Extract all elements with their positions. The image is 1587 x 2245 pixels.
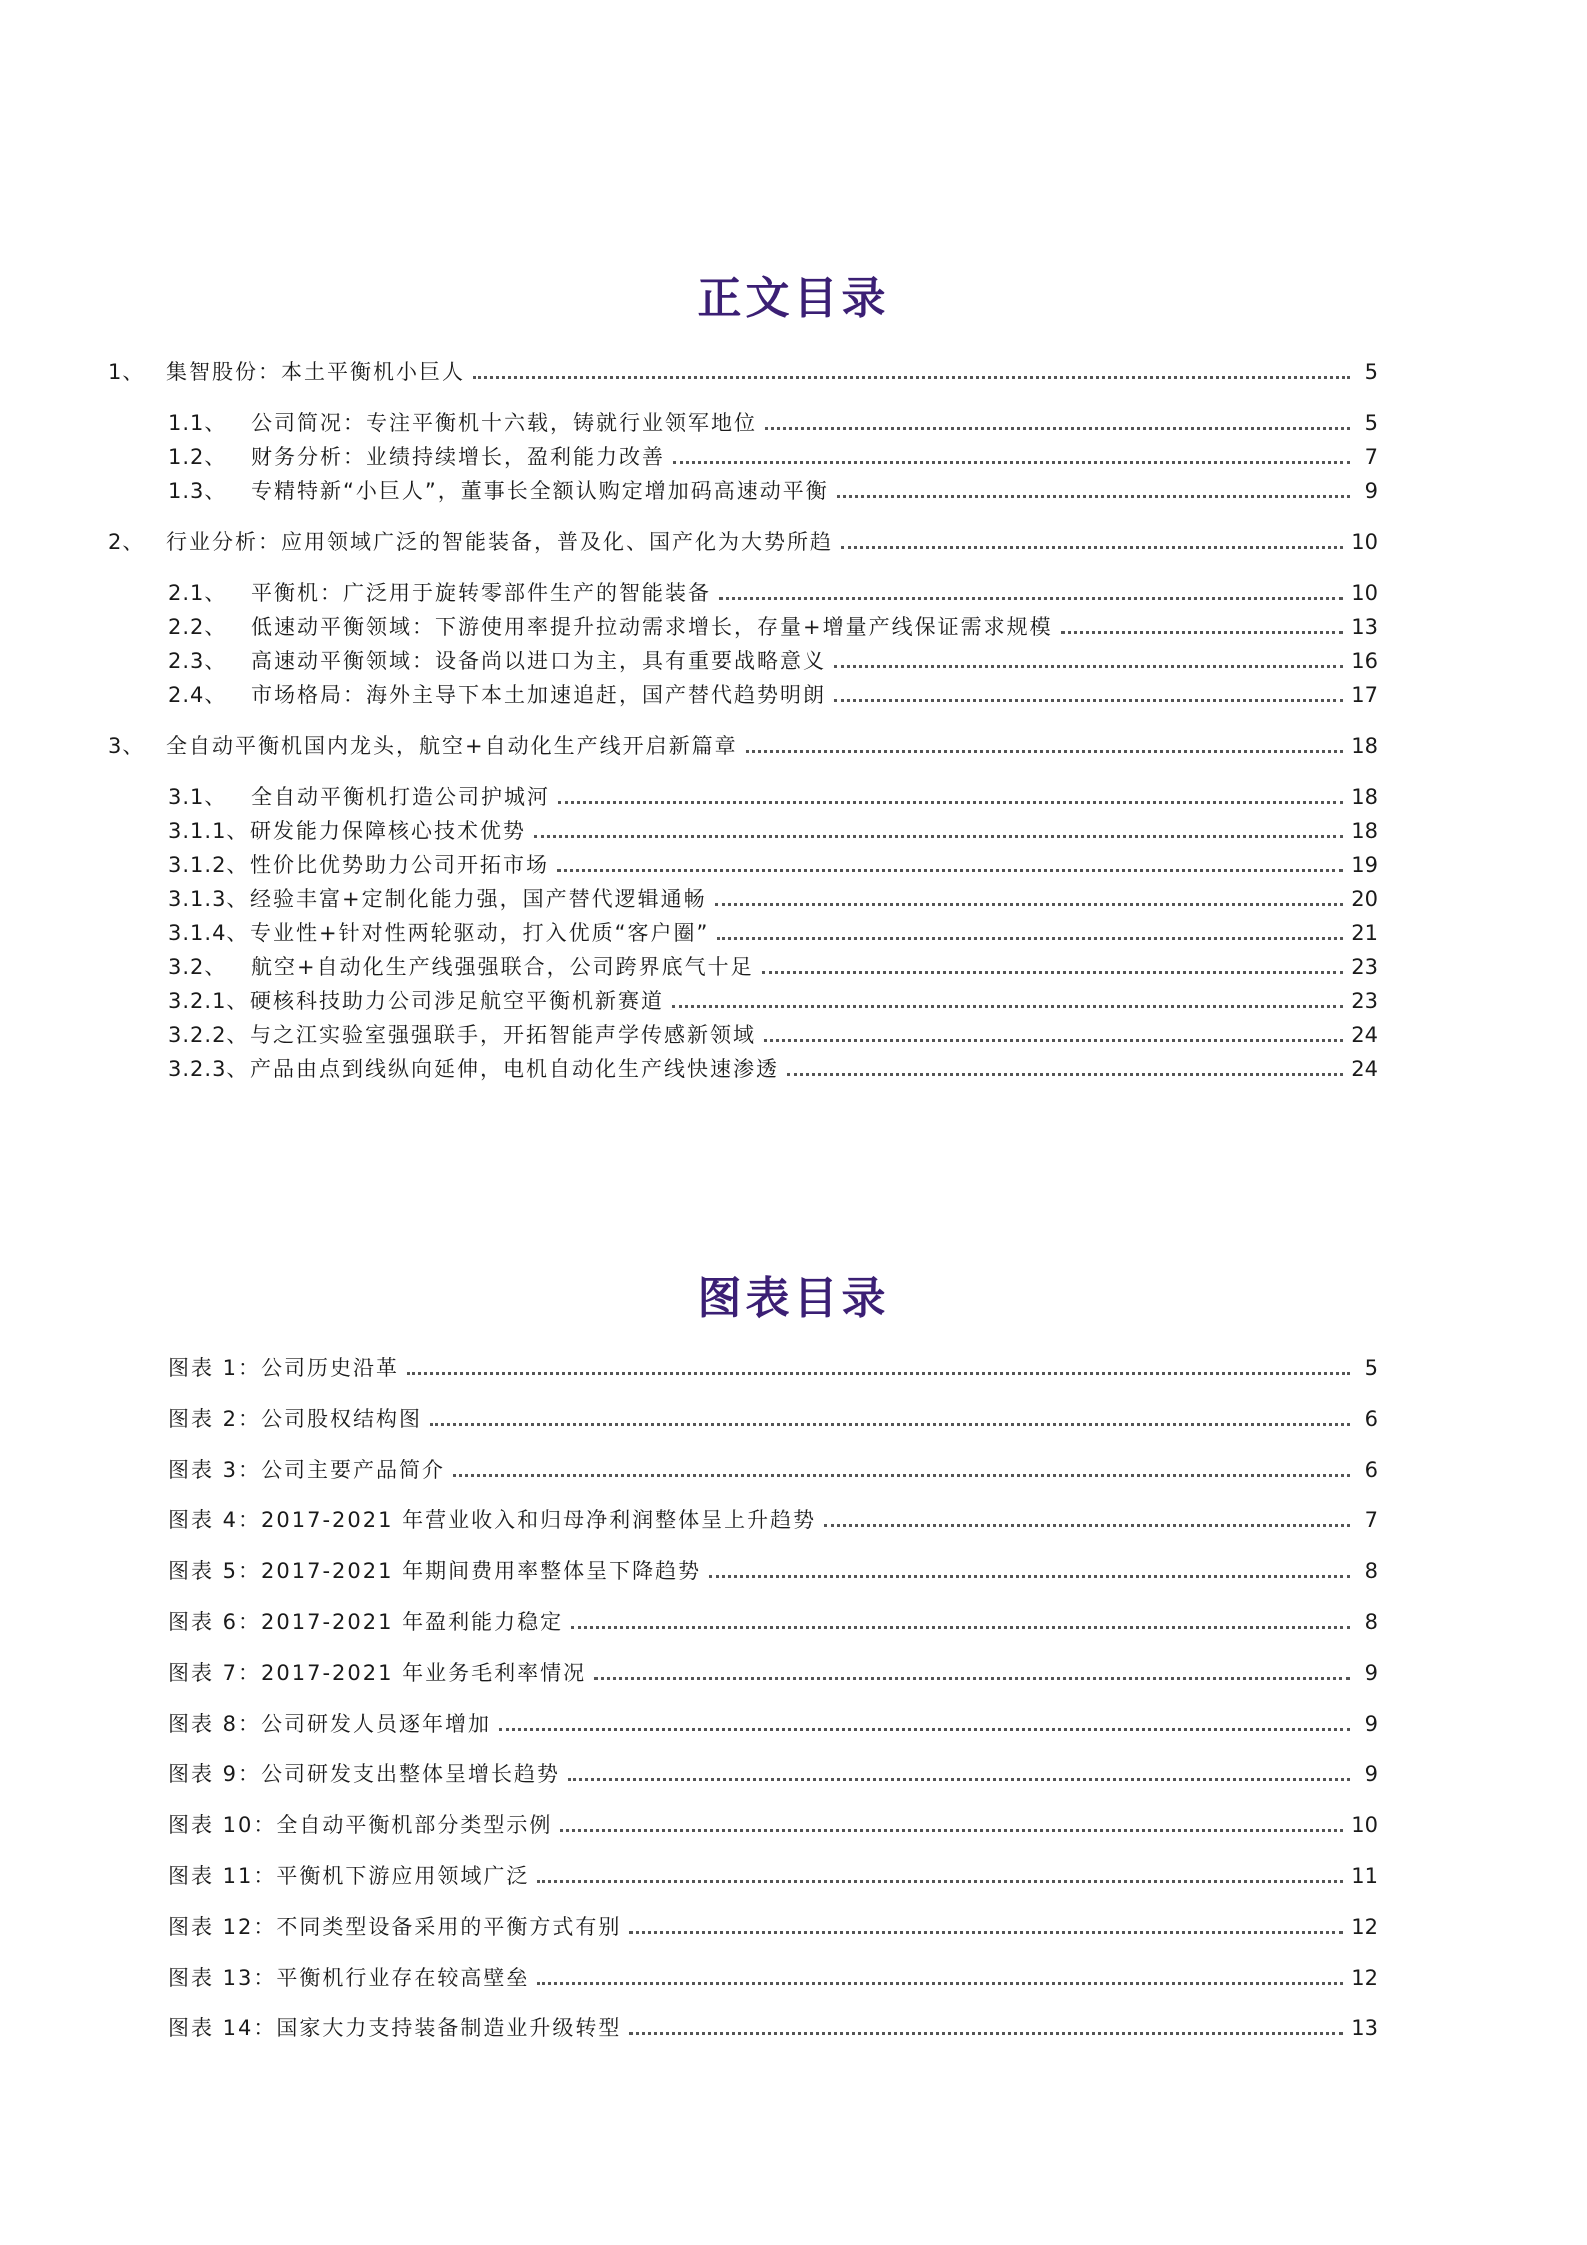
toc-entry-label: 航空+自动化生产线强强联合，公司跨界底气十足	[251, 955, 754, 979]
figure-index-entry[interactable]	[168, 1399, 1378, 1433]
toc-entry-label: 财务分析：业绩持续增长，盈利能力改善	[251, 445, 665, 469]
toc-entry[interactable]	[108, 981, 1378, 1015]
toc-entry-number: 3.1.1、	[168, 819, 249, 843]
figure-index-label: 图表 9：公司研发支出整体呈增长趋势	[168, 1762, 561, 1786]
toc-entry[interactable]	[108, 726, 1378, 760]
toc-entry-label: 集智股份：本土平衡机小巨人	[166, 360, 465, 384]
toc-entry-page: 24	[1351, 1057, 1378, 1081]
toc-entry[interactable]	[108, 811, 1378, 845]
toc-entry-label: 与之江实验室强强联手，开拓智能声学传感新领域	[250, 1023, 756, 1047]
dot-leader	[499, 1728, 1350, 1731]
toc-entry-label: 全自动平衡机打造公司护城河	[251, 785, 550, 809]
figure-index-entry[interactable]	[168, 1500, 1378, 1534]
figure-index-entry[interactable]	[168, 1805, 1378, 1839]
toc-entry-page: 20	[1351, 887, 1378, 911]
toc-entry-page: 24	[1351, 1023, 1378, 1047]
dot-leader	[560, 1829, 1343, 1832]
toc-entry[interactable]	[108, 607, 1378, 641]
toc-entry-number: 1、	[108, 360, 145, 384]
toc-entry-number: 3、	[108, 734, 145, 758]
toc-entry[interactable]	[108, 1049, 1378, 1083]
figure-index-entry[interactable]	[168, 1907, 1378, 1941]
toc-entry[interactable]	[108, 675, 1378, 709]
figure-index-page: 7	[1364, 1508, 1378, 1532]
dot-leader	[571, 1626, 1350, 1629]
figure-index-entry[interactable]	[168, 1856, 1378, 1890]
dot-leader	[762, 971, 1344, 974]
dot-leader	[715, 903, 1344, 906]
toc-entry-page: 23	[1351, 989, 1378, 1013]
dot-leader	[837, 495, 1350, 498]
figure-index-label: 图表 13：平衡机行业存在较高壁垒	[168, 1966, 530, 1990]
toc-entry-page: 5	[1364, 411, 1378, 435]
toc-entry-page: 21	[1351, 921, 1378, 945]
dot-leader	[717, 937, 1343, 940]
toc-entry-page: 5	[1364, 360, 1378, 384]
toc-entry-number: 3.2.3、	[168, 1057, 249, 1081]
figure-index-entry[interactable]	[168, 2008, 1378, 2042]
figure-index-entry[interactable]	[168, 1551, 1378, 1585]
figure-index-page: 9	[1364, 1762, 1378, 1786]
toc-entry[interactable]	[108, 913, 1378, 947]
toc-entry-number: 3.1、	[168, 785, 227, 809]
figure-index-page: 8	[1364, 1610, 1378, 1634]
dot-leader	[719, 597, 1343, 600]
toc-entry-page: 16	[1351, 649, 1378, 673]
dot-leader	[672, 1005, 1343, 1008]
dot-leader	[764, 1039, 1343, 1042]
figure-index-page: 8	[1364, 1559, 1378, 1583]
figure-index-label: 图表 4：2017-2021 年营业收入和归母净利润整体呈上升趋势	[168, 1508, 817, 1532]
figure-index-label: 图表 10：全自动平衡机部分类型示例	[168, 1813, 553, 1837]
dot-leader	[430, 1423, 1350, 1426]
dot-leader	[558, 801, 1343, 804]
toc-entry-label: 高速动平衡领域：设备尚以进口为主，具有重要战略意义	[251, 649, 826, 673]
dot-leader	[824, 1524, 1350, 1527]
figure-index-entry[interactable]	[168, 1704, 1378, 1738]
dot-leader	[629, 1931, 1343, 1934]
figure-index-label: 图表 7：2017-2021 年业务毛利率情况	[168, 1661, 587, 1685]
dot-leader	[537, 1982, 1343, 1985]
figure-index-entry[interactable]	[168, 1602, 1378, 1636]
dot-leader	[1061, 631, 1344, 634]
toc-entry-page: 18	[1351, 819, 1378, 843]
dot-leader	[407, 1372, 1350, 1375]
toc-entry-label: 专精特新“小巨人”，董事长全额认购定增加码高速动平衡	[251, 479, 829, 503]
toc-entry[interactable]	[108, 352, 1378, 386]
toc-entry-number: 2.4、	[168, 683, 227, 707]
figure-index-label: 图表 1：公司历史沿革	[168, 1356, 400, 1380]
toc-entry-label: 产品由点到线纵向延伸，电机自动化生产线快速渗透	[250, 1057, 779, 1081]
toc-entry[interactable]	[108, 573, 1378, 607]
toc-entry-label: 市场格局：海外主导下本土加速追赶，国产替代趋势明朗	[251, 683, 826, 707]
toc-entry-page: 23	[1351, 955, 1378, 979]
toc-entry-label: 平衡机：广泛用于旋转零部件生产的智能装备	[251, 581, 711, 605]
toc-entry[interactable]	[108, 777, 1378, 811]
dot-leader	[537, 1880, 1343, 1883]
figure-index-page: 9	[1364, 1712, 1378, 1736]
toc-entry-page: 10	[1351, 530, 1378, 554]
toc-entry-page: 18	[1351, 785, 1378, 809]
toc-entry[interactable]	[108, 845, 1378, 879]
toc-entry-page: 10	[1351, 581, 1378, 605]
figure-index-entry[interactable]	[168, 1958, 1378, 1992]
toc-entry-page: 17	[1351, 683, 1378, 707]
dot-leader	[841, 546, 1343, 549]
toc-entry[interactable]	[108, 1015, 1378, 1049]
figure-index-page: 13	[1351, 2016, 1378, 2040]
figure-index-label: 图表 5：2017-2021 年期间费用率整体呈下降趋势	[168, 1559, 702, 1583]
toc-entry-number: 1.2、	[168, 445, 227, 469]
toc-entry-page: 7	[1364, 445, 1378, 469]
toc-entry-label: 专业性+针对性两轮驱动，打入优质“客户圈”	[250, 921, 710, 945]
figure-index-entry[interactable]	[168, 1450, 1378, 1484]
toc-entry-page: 9	[1364, 479, 1378, 503]
toc-entry-label: 性价比优势助力公司开拓市场	[250, 853, 549, 877]
toc-entry-label: 硬核科技助力公司涉足航空平衡机新赛道	[250, 989, 664, 1013]
toc-entry-page: 19	[1351, 853, 1378, 877]
toc-entry-number: 2.2、	[168, 615, 227, 639]
toc-entry-label: 研发能力保障核心技术优势	[250, 819, 526, 843]
toc-entry[interactable]	[108, 879, 1378, 913]
figure-index-title: 图表目录	[697, 1273, 890, 1324]
figure-index-label: 图表 2：公司股权结构图	[168, 1407, 423, 1431]
dot-leader	[834, 699, 1343, 702]
dot-leader	[534, 835, 1343, 838]
figure-index-page: 5	[1364, 1356, 1378, 1380]
toc-entry[interactable]	[108, 947, 1378, 981]
dot-leader	[673, 461, 1350, 464]
figure-index-label: 图表 8：公司研发人员逐年增加	[168, 1712, 492, 1736]
toc-entry[interactable]	[108, 522, 1378, 556]
figure-index-entry[interactable]	[168, 1754, 1378, 1788]
toc-entry-page: 13	[1351, 615, 1378, 639]
dot-leader	[473, 376, 1350, 379]
toc-title: 正文目录	[697, 273, 890, 324]
toc-entry[interactable]	[108, 641, 1378, 675]
toc-entry-number: 2.1、	[168, 581, 227, 605]
dot-leader	[453, 1474, 1350, 1477]
dot-leader	[746, 750, 1344, 753]
toc-entry-label: 全自动平衡机国内龙头，航空+自动化生产线开启新篇章	[166, 734, 738, 758]
figure-index-entry[interactable]	[168, 1348, 1378, 1382]
figure-index-entry[interactable]	[168, 1653, 1378, 1687]
figure-index-page: 12	[1351, 1966, 1378, 1990]
figure-index-label: 图表 12：不同类型设备采用的平衡方式有别	[168, 1915, 622, 1939]
toc-entry-number: 3.2.2、	[168, 1023, 249, 1047]
dot-leader	[629, 2032, 1343, 2035]
toc-entry-number: 1.3、	[168, 479, 227, 503]
figure-index-label: 图表 14：国家大力支持装备制造业升级转型	[168, 2016, 622, 2040]
figure-index-page: 11	[1351, 1864, 1378, 1888]
dot-leader	[557, 869, 1343, 872]
toc-entry-number: 3.1.4、	[168, 921, 249, 945]
toc-entry-page: 18	[1351, 734, 1378, 758]
toc-entry-number: 2.3、	[168, 649, 227, 673]
toc-entry-label: 行业分析：应用领域广泛的智能装备，普及化、国产化为大势所趋	[166, 530, 833, 554]
toc-entry-number: 2、	[108, 530, 145, 554]
toc-entry-number: 3.2.1、	[168, 989, 249, 1013]
dot-leader	[834, 665, 1343, 668]
figure-index-label: 图表 6：2017-2021 年盈利能力稳定	[168, 1610, 564, 1634]
figure-index-page: 6	[1364, 1458, 1378, 1482]
toc-entry-number: 3.2、	[168, 955, 227, 979]
dot-leader	[787, 1073, 1343, 1076]
dot-leader	[765, 427, 1350, 430]
toc-entry-label: 经验丰富+定制化能力强，国产替代逻辑通畅	[250, 887, 707, 911]
toc-entry[interactable]	[108, 437, 1378, 471]
toc-entry-label: 低速动平衡领域：下游使用率提升拉动需求增长，存量+增量产线保证需求规模	[251, 615, 1053, 639]
toc-entry-number: 3.1.2、	[168, 853, 249, 877]
figure-index-label: 图表 11：平衡机下游应用领域广泛	[168, 1864, 530, 1888]
dot-leader	[594, 1677, 1350, 1680]
figure-index-page: 10	[1351, 1813, 1378, 1837]
toc-entry[interactable]	[108, 471, 1378, 505]
figure-index-page: 6	[1364, 1407, 1378, 1431]
figure-index-label: 图表 3：公司主要产品简介	[168, 1458, 446, 1482]
toc-entry-number: 1.1、	[168, 411, 227, 435]
figure-index-page: 12	[1351, 1915, 1378, 1939]
figure-index-page: 9	[1364, 1661, 1378, 1685]
toc-entry-label: 公司简况：专注平衡机十六载，铸就行业领军地位	[251, 411, 757, 435]
toc-entry[interactable]	[108, 403, 1378, 437]
toc-entry-number: 3.1.3、	[168, 887, 249, 911]
dot-leader	[568, 1778, 1350, 1781]
dot-leader	[709, 1575, 1350, 1578]
